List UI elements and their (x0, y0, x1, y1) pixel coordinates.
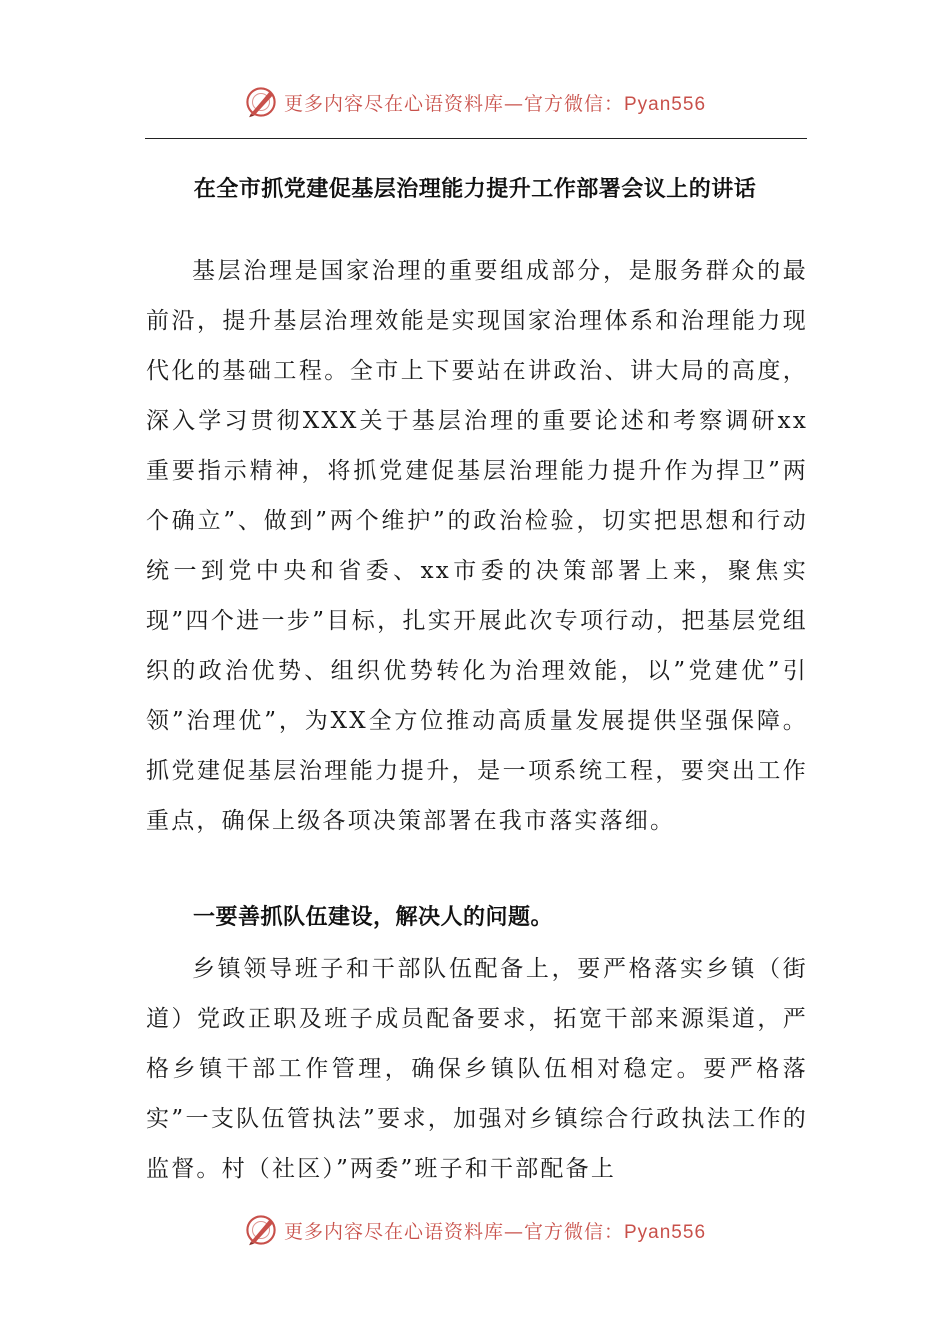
watermark-banner-bottom (0, 1210, 950, 1250)
watermark-text: 更多内容尽在心语资料库—官方微信：Pyan556 (283, 92, 707, 115)
pen-logo-icon (244, 1213, 278, 1247)
watermark-text: 更多内容尽在心语资料库—官方微信：Pyan556 (283, 1220, 707, 1243)
watermark-wechat-id: Pyan556 (624, 1221, 707, 1243)
watermark-wechat-id: Pyan556 (624, 93, 707, 115)
document-title: 在全市抓党建促基层治理能力提升工作部署会议上的讲话 (193, 177, 757, 202)
pen-logo-icon (244, 85, 278, 119)
header-divider (145, 138, 807, 139)
paragraph-1: 基层治理是国家治理的重要组成部分，是服务群众的最前沿，提升基层治理效能是实现国家治理体系和治理能力现代化的基础工程。全市上下要站在讲政治、讲大局的高度，深入学习贯彻XXX关于基层治理的重要论述和考察调研xx重要指示精神，将抓党建促基层治理能力提升作为捍卫”两个确立”、做到”两个维护”的政治检验，切实把思想和行动统一到党中央和省委、xx市委的决策部署上来，聚焦实现”四个进一步”目标，扎实开展此次专项行动，把基层党组织的政治优势、组织优势转化为治理效能，以”党建优”引领”治理优”，为XX全方位推动高质量发展提供坚强保障。抓党建促基层治理能力提升，是一项系统工程，要突出工作重点，确保上级各项决策部署在我市落实落细。 (146, 258, 808, 834)
section-heading-1: 一要善抓队伍建设，解决人的问题。 (193, 905, 554, 930)
paragraph-2: 乡镇领导班子和干部队伍配备上，要严格落实乡镇（街道）党政正职及班子成员配备要求，拓宽干部来源渠道，严格乡镇干部工作管理，确保乡镇队伍相对稳定。要严格落实”一支队伍管执法”要求，加强对乡镇综合行政执法工作的监督。村（社区）”两委”班子和干部配备上 (146, 956, 808, 1182)
watermark-banner-top (0, 82, 950, 122)
